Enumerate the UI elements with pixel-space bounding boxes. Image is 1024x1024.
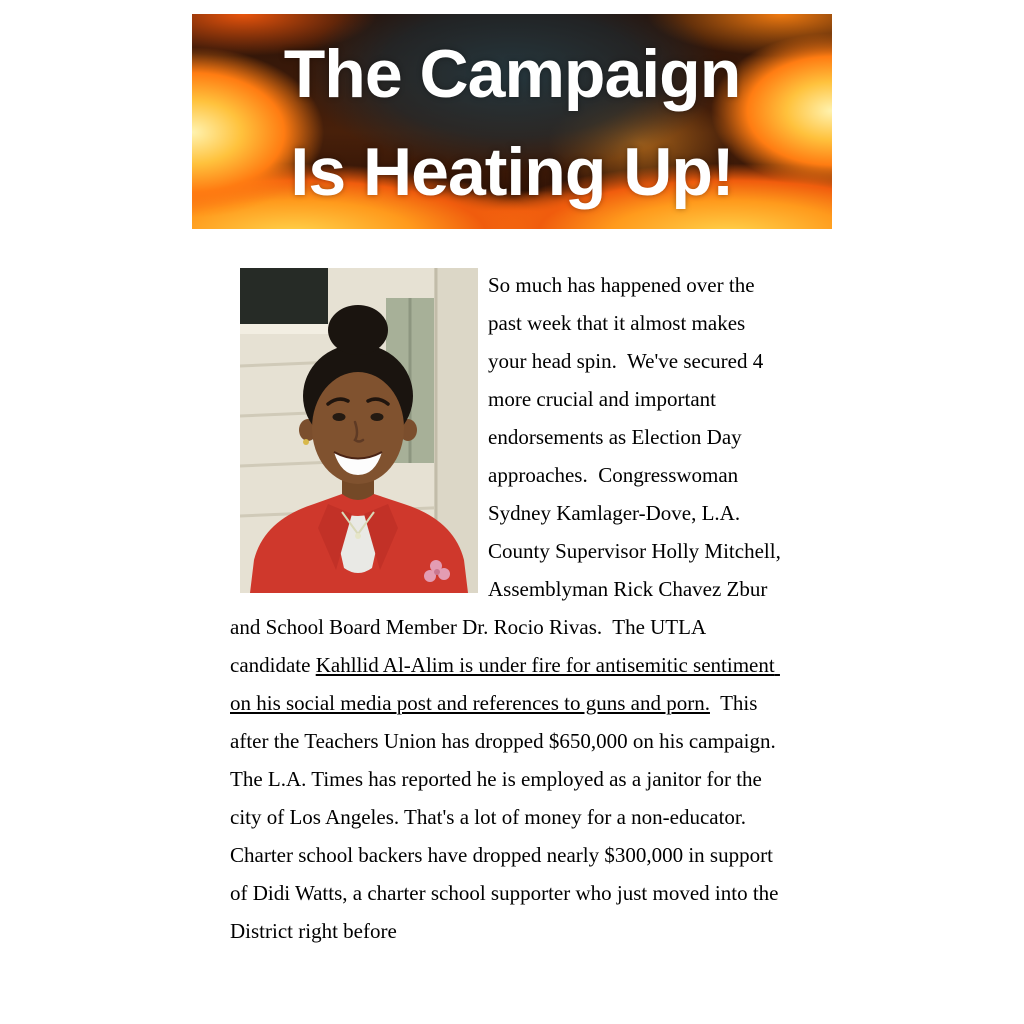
campaign-banner-image: [192, 14, 832, 229]
paragraph-text-before-link: So much has happened over the past week that it almost makes your head spin. We've secured 4 more crucial and important endorsements as Election Day approaches. Congresswoman Sydney Kamlager-Dove, L.A. County Supervisor Holly Mitchell, Assemblyman Rick Chavez Zbur and School Board Member Dr. Rocio Rivas. The UTLA candidate: [230, 273, 785, 677]
candidate-photo: [240, 268, 478, 593]
candidate-portrait-illustration: [240, 268, 478, 593]
article-body: [230, 266, 786, 950]
banner-title-line1: The Campaign: [283, 35, 741, 112]
banner-title: [192, 14, 832, 229]
banner-title-line2: Is Heating Up!: [290, 133, 734, 210]
newsletter-page: [0, 14, 1024, 980]
paragraph-text-after-link: This after the Teachers Union has dropped $650,000 on his campaign. The L.A. Times has reported he is employed as a janitor for the city of Los Angeles. That's a lot of money for a non-educator. Charter school backers have dropped nearly $300,000 in support of Didi Watts, a charter school supporter who just moved into the District right before: [230, 691, 786, 943]
al-alim-controversy-link[interactable]: Kahllid Al-Alim is under fire for antisemitic sentiment on his social media post and references to guns and porn.: [230, 653, 780, 715]
